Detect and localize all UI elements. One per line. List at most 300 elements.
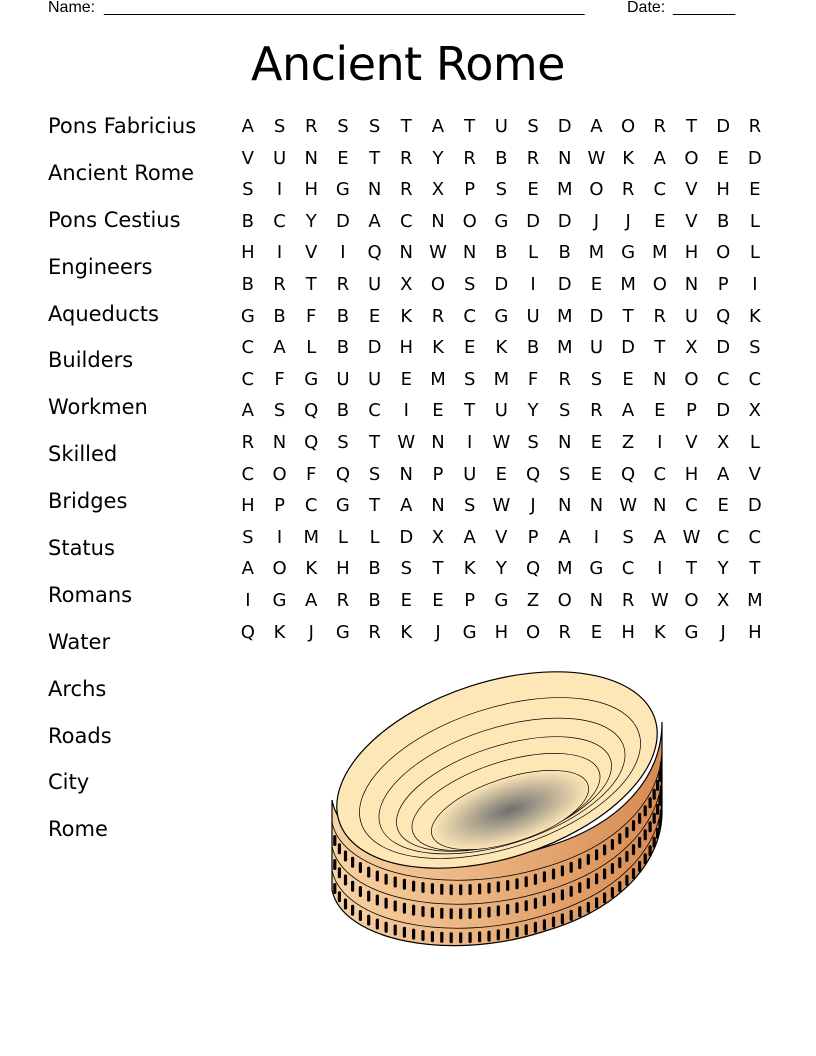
grid-letter[interactable]: R xyxy=(558,368,571,390)
grid-letter[interactable]: I xyxy=(657,431,663,453)
grid-letter[interactable]: O xyxy=(684,147,699,169)
grid-letter[interactable]: G xyxy=(589,558,604,580)
grid-letter[interactable]: V xyxy=(748,463,761,485)
grid-letter[interactable]: I xyxy=(276,242,283,264)
grid-letter[interactable]: U xyxy=(336,368,350,390)
grid-letter[interactable]: L xyxy=(369,526,380,548)
grid-letter[interactable]: C xyxy=(241,337,255,359)
grid-letter[interactable]: T xyxy=(369,147,381,169)
grid-letter[interactable]: T xyxy=(432,558,444,580)
grid-letter[interactable]: B xyxy=(336,400,350,422)
grid-letter[interactable]: B xyxy=(495,147,508,169)
grid-letter[interactable]: W xyxy=(587,147,606,169)
grid-letter[interactable]: N xyxy=(304,147,318,169)
grid-letter[interactable]: R xyxy=(526,147,540,169)
grid-letter[interactable]: S xyxy=(463,273,476,295)
grid-letter[interactable]: G xyxy=(494,210,509,232)
grid-letter[interactable]: D xyxy=(526,210,540,232)
grid-letter[interactable]: G xyxy=(621,242,636,264)
grid-letter[interactable]: N xyxy=(557,147,572,169)
grid-letter[interactable]: W xyxy=(429,242,447,264)
grid-letter[interactable]: I xyxy=(530,273,536,295)
grid-letter[interactable]: P xyxy=(717,273,729,295)
grid-letter[interactable]: X xyxy=(716,589,730,611)
grid-letter[interactable]: W xyxy=(492,431,511,453)
grid-letter[interactable]: G xyxy=(335,179,350,201)
grid-letter[interactable]: E xyxy=(590,273,603,295)
grid-letter[interactable]: C xyxy=(716,368,730,390)
grid-letter[interactable]: I xyxy=(403,400,409,422)
grid-letter[interactable]: M xyxy=(652,242,668,264)
grid-letter[interactable]: T xyxy=(685,116,697,137)
grid-letter[interactable]: A xyxy=(463,526,476,548)
grid-letter[interactable]: N xyxy=(431,495,445,517)
grid-letter[interactable]: W xyxy=(397,431,416,453)
word-list-item: City xyxy=(48,770,90,795)
grid-letter[interactable]: S xyxy=(273,400,286,422)
grid-letter[interactable]: V xyxy=(241,147,254,169)
grid-letter[interactable]: R xyxy=(621,589,635,611)
grid-letter[interactable]: C xyxy=(241,368,255,390)
grid-letter[interactable]: E xyxy=(463,337,476,359)
grid-letter[interactable]: U xyxy=(494,400,508,422)
grid-letter[interactable]: E xyxy=(368,305,381,327)
grid-letter[interactable]: A xyxy=(431,116,445,137)
grid-letter[interactable]: N xyxy=(367,179,382,201)
grid-letter[interactable]: A xyxy=(241,400,254,422)
grid-letter[interactable]: A xyxy=(653,147,666,169)
word-list-item: Pons Cestius xyxy=(48,207,181,232)
grid-letter[interactable]: U xyxy=(494,116,508,137)
grid-letter[interactable]: D xyxy=(557,210,572,232)
grid-letter[interactable]: A xyxy=(368,210,381,232)
grid-letter[interactable]: K xyxy=(400,621,413,643)
grid-letter[interactable]: D xyxy=(716,337,731,359)
grid-letter[interactable]: G xyxy=(335,621,350,643)
grid-letter[interactable]: R xyxy=(653,116,667,137)
grid-letter[interactable]: E xyxy=(654,400,666,422)
grid-letter[interactable]: H xyxy=(621,621,635,643)
grid-letter[interactable]: N xyxy=(653,495,667,517)
grid-letter[interactable]: I xyxy=(245,589,251,611)
grid-letter[interactable]: S xyxy=(400,558,412,580)
word-list-item: Pons Fabricius xyxy=(48,114,197,138)
grid-letter[interactable]: J xyxy=(720,621,726,643)
grid-letter[interactable]: T xyxy=(305,273,317,295)
grid-letter[interactable]: C xyxy=(716,526,730,548)
grid-letter[interactable]: L xyxy=(528,242,539,264)
grid-letter[interactable]: R xyxy=(241,431,255,453)
grid-letter[interactable]: B xyxy=(336,305,350,327)
grid-letter[interactable]: I xyxy=(657,558,663,580)
word-list-item: Roads xyxy=(48,723,112,748)
grid-letter[interactable]: S xyxy=(527,431,539,453)
grid-letter[interactable]: B xyxy=(495,242,508,264)
grid-letter[interactable]: U xyxy=(526,305,540,327)
grid-letter[interactable]: V xyxy=(495,526,508,548)
grid-letter[interactable]: Y xyxy=(527,400,539,422)
grid-letter[interactable]: P xyxy=(274,495,285,517)
grid-letter[interactable]: R xyxy=(336,273,350,295)
grid-letter[interactable]: T xyxy=(464,400,476,422)
grid-letter[interactable]: Y xyxy=(432,147,444,169)
grid-letter[interactable]: Q xyxy=(304,431,319,453)
grid-letter[interactable]: F xyxy=(306,305,317,327)
word-list-item: Engineers xyxy=(48,254,153,279)
colosseum-icon xyxy=(328,662,668,962)
grid-letter[interactable]: T xyxy=(369,495,381,517)
date-label: Date: xyxy=(627,0,666,16)
grid-letter[interactable]: S xyxy=(559,400,571,422)
grid-letter[interactable]: D xyxy=(494,273,509,295)
grid-letter[interactable]: O xyxy=(621,116,636,137)
grid-letter[interactable]: A xyxy=(653,526,666,548)
grid-letter[interactable]: C xyxy=(368,400,381,422)
grid-letter[interactable]: D xyxy=(747,495,762,517)
grid-letter[interactable]: K xyxy=(463,558,476,580)
grid-letter[interactable]: T xyxy=(400,116,412,137)
grid-letter[interactable]: D xyxy=(557,116,572,137)
grid-letter[interactable]: B xyxy=(368,589,381,611)
grid-letter[interactable]: E xyxy=(432,589,444,611)
grid-letter[interactable]: N xyxy=(399,463,414,485)
grid-letter[interactable]: R xyxy=(463,147,476,169)
grid-letter[interactable]: S xyxy=(622,526,634,548)
grid-letter[interactable]: X xyxy=(431,179,445,201)
grid-letter[interactable]: O xyxy=(462,210,477,232)
grid-letter[interactable]: U xyxy=(272,147,287,169)
grid-letter[interactable]: X xyxy=(748,400,762,422)
grid-letter[interactable]: R xyxy=(304,116,318,137)
grid-letter[interactable]: Q xyxy=(716,305,731,327)
grid-letter[interactable]: Q xyxy=(621,463,636,485)
grid-letter[interactable]: T xyxy=(464,116,476,137)
grid-letter[interactable]: I xyxy=(276,526,283,548)
grid-letter[interactable]: R xyxy=(368,621,381,643)
grid-letter[interactable]: Y xyxy=(495,558,507,580)
grid-letter[interactable]: P xyxy=(527,526,539,548)
grid-letter[interactable]: B xyxy=(241,210,255,232)
grid-letter[interactable]: I xyxy=(467,431,473,453)
grid-letter[interactable]: R xyxy=(431,305,445,327)
grid-letter[interactable]: E xyxy=(654,210,666,232)
grid-letter[interactable]: R xyxy=(273,273,286,295)
grid-letter[interactable]: D xyxy=(716,400,731,422)
grid-letter[interactable]: G xyxy=(335,495,350,517)
grid-letter[interactable]: S xyxy=(559,463,571,485)
grid-letter[interactable]: S xyxy=(463,495,476,517)
grid-letter[interactable]: C xyxy=(621,558,635,580)
grid-letter[interactable]: E xyxy=(717,147,729,169)
grid-letter[interactable]: S xyxy=(495,179,508,201)
grid-letter[interactable]: U xyxy=(589,337,603,359)
grid-letter[interactable]: C xyxy=(241,463,255,485)
grid-letter[interactable]: O xyxy=(525,621,541,643)
grid-letter[interactable]: K xyxy=(432,337,444,359)
grid-letter[interactable]: G xyxy=(494,589,509,611)
grid-letter[interactable]: S xyxy=(242,179,254,201)
grid-letter[interactable]: A xyxy=(241,116,254,137)
grid-letter[interactable]: O xyxy=(557,589,572,611)
grid-letter[interactable]: A xyxy=(558,526,571,548)
grid-letter[interactable]: O xyxy=(589,179,604,201)
grid-letter[interactable]: O xyxy=(272,463,287,485)
grid-letter[interactable]: X xyxy=(400,273,413,295)
grid-letter[interactable]: Y xyxy=(305,210,317,232)
grid-letter[interactable]: H xyxy=(304,179,318,201)
grid-letter[interactable]: E xyxy=(337,147,349,169)
grid-letter[interactable]: W xyxy=(619,495,637,517)
grid-letter[interactable]: F xyxy=(274,368,285,390)
grid-letter[interactable]: V xyxy=(685,431,698,453)
grid-letter[interactable]: H xyxy=(716,179,730,201)
grid-letter[interactable]: E xyxy=(527,179,539,201)
grid-letter[interactable]: P xyxy=(464,589,476,611)
grid-letter[interactable]: B xyxy=(526,337,540,359)
grid-letter[interactable]: E xyxy=(590,463,603,485)
grid-letter[interactable]: E xyxy=(432,400,444,422)
grid-letter[interactable]: C xyxy=(463,305,476,327)
grid-letter[interactable]: M xyxy=(747,589,763,611)
grid-letter[interactable]: E xyxy=(590,431,603,453)
grid-letter[interactable]: S xyxy=(749,337,761,359)
grid-letter[interactable]: L xyxy=(337,526,348,548)
grid-letter[interactable]: S xyxy=(242,526,254,548)
grid-letter[interactable]: D xyxy=(335,210,350,232)
grid-letter[interactable]: A xyxy=(590,116,603,137)
grid-letter[interactable]: R xyxy=(621,179,635,201)
grid-letter[interactable]: B xyxy=(368,558,381,580)
grid-letter[interactable]: M xyxy=(556,337,573,359)
grid-letter[interactable]: A xyxy=(400,495,413,517)
grid-letter[interactable]: H xyxy=(748,621,762,643)
grid-letter[interactable]: V xyxy=(685,179,698,201)
grid-letter[interactable]: H xyxy=(241,242,255,264)
grid-letter[interactable]: E xyxy=(590,621,603,643)
grid-letter[interactable]: P xyxy=(464,179,476,201)
grid-letter[interactable]: H xyxy=(494,621,509,643)
grid-letter[interactable]: D xyxy=(621,337,636,359)
grid-letter[interactable]: T xyxy=(369,431,381,453)
grid-letter[interactable]: F xyxy=(306,463,317,485)
grid-letter[interactable]: A xyxy=(621,400,635,422)
grid-letter[interactable]: K xyxy=(305,558,318,580)
grid-letter[interactable]: W xyxy=(492,495,511,517)
grid-letter[interactable]: M xyxy=(493,368,510,390)
grid-letter[interactable]: Q xyxy=(335,463,350,485)
grid-letter[interactable]: A xyxy=(716,463,730,485)
grid-letter[interactable]: R xyxy=(400,147,413,169)
grid-letter[interactable]: R xyxy=(748,116,762,137)
grid-letter[interactable]: T xyxy=(685,558,697,580)
grid-letter[interactable]: F xyxy=(527,368,539,390)
grid-letter[interactable]: E xyxy=(495,463,508,485)
grid-letter[interactable]: G xyxy=(462,621,477,643)
grid-letter[interactable]: C xyxy=(273,210,286,232)
grid-letter[interactable]: N xyxy=(462,242,477,264)
grid-letter[interactable]: C xyxy=(304,495,318,517)
grid-letter[interactable]: H xyxy=(684,463,699,485)
grid-letter[interactable]: R xyxy=(558,621,571,643)
grid-letter[interactable]: K xyxy=(273,621,286,643)
grid-letter[interactable]: Y xyxy=(717,558,729,580)
grid-letter[interactable]: J xyxy=(593,210,600,232)
grid-letter[interactable]: H xyxy=(241,495,255,517)
grid-letter[interactable]: G xyxy=(272,589,287,611)
grid-letter[interactable]: Z xyxy=(526,589,540,611)
grid-letter[interactable]: T xyxy=(749,558,761,580)
grid-letter[interactable]: M xyxy=(556,179,573,201)
grid-letter[interactable]: O xyxy=(716,242,731,264)
grid-letter[interactable]: B xyxy=(336,337,350,359)
grid-letter[interactable]: E xyxy=(622,368,634,390)
grid-letter[interactable]: X xyxy=(431,526,445,548)
grid-letter[interactable]: D xyxy=(399,526,414,548)
grid-letter[interactable]: R xyxy=(400,179,413,201)
grid-letter[interactable]: B xyxy=(273,305,286,327)
grid-letter[interactable]: J xyxy=(435,621,441,643)
grid-letter[interactable]: S xyxy=(337,431,349,453)
grid-letter[interactable]: S xyxy=(590,368,603,390)
grid-letter[interactable]: Q xyxy=(367,242,382,264)
grid-letter[interactable]: J xyxy=(530,495,536,517)
grid-letter[interactable]: L xyxy=(306,337,317,359)
grid-letter[interactable]: S xyxy=(273,116,286,137)
grid-letter[interactable]: C xyxy=(653,463,667,485)
grid-letter[interactable]: N xyxy=(272,431,287,453)
grid-letter[interactable]: I xyxy=(276,179,283,201)
grid-letter[interactable]: E xyxy=(400,589,412,611)
grid-letter[interactable]: C xyxy=(685,495,698,517)
grid-letter[interactable]: Q xyxy=(525,463,541,485)
grid-letter[interactable]: C xyxy=(653,179,667,201)
grid-letter[interactable]: S xyxy=(527,116,539,137)
grid-letter[interactable]: M xyxy=(430,368,446,390)
grid-letter[interactable]: V xyxy=(305,242,318,264)
grid-letter[interactable]: H xyxy=(399,337,414,359)
grid-letter[interactable]: N xyxy=(653,368,667,390)
grid-letter[interactable]: U xyxy=(684,305,699,327)
word-list-item: Skilled xyxy=(48,442,118,467)
grid-letter[interactable]: G xyxy=(240,305,255,327)
grid-letter[interactable]: K xyxy=(400,305,413,327)
grid-letter[interactable]: X xyxy=(716,431,730,453)
grid-letter[interactable]: E xyxy=(717,495,729,517)
grid-letter[interactable]: U xyxy=(368,273,382,295)
grid-letter[interactable]: D xyxy=(589,305,604,327)
grid-letter[interactable]: N xyxy=(589,495,604,517)
grid-letter[interactable]: K xyxy=(622,147,634,169)
grid-letter[interactable]: J xyxy=(308,621,314,643)
grid-letter[interactable]: S xyxy=(463,368,476,390)
grid-letter[interactable]: L xyxy=(749,431,760,453)
grid-letter[interactable]: A xyxy=(241,558,254,580)
grid-letter[interactable]: M xyxy=(588,242,605,264)
grid-letter[interactable]: A xyxy=(305,589,318,611)
grid-letter[interactable]: M xyxy=(303,526,319,548)
grid-letter[interactable]: B xyxy=(241,273,255,295)
grid-letter[interactable]: O xyxy=(684,368,699,390)
grid-letter[interactable]: D xyxy=(367,337,382,359)
grid-letter[interactable]: J xyxy=(625,210,631,232)
grid-letter[interactable]: Q xyxy=(240,621,255,643)
grid-letter[interactable]: M xyxy=(556,305,573,327)
grid-letter[interactable]: Q xyxy=(304,400,319,422)
grid-letter[interactable]: W xyxy=(682,526,701,548)
grid-letter[interactable]: E xyxy=(400,368,412,390)
grid-letter[interactable]: B xyxy=(716,210,730,232)
grid-letter[interactable]: M xyxy=(556,558,573,580)
grid-letter[interactable]: G xyxy=(304,368,319,390)
grid-letter[interactable]: K xyxy=(495,337,508,359)
grid-letter[interactable]: P xyxy=(432,463,444,485)
grid-letter[interactable]: N xyxy=(431,431,445,453)
grid-letter[interactable]: M xyxy=(620,273,636,295)
grid-letter[interactable]: G xyxy=(494,305,509,327)
grid-letter[interactable]: L xyxy=(749,210,760,232)
grid-letter[interactable]: H xyxy=(336,558,350,580)
grid-letter[interactable]: A xyxy=(273,337,286,359)
grid-letter[interactable]: O xyxy=(652,273,667,295)
grid-letter[interactable]: N xyxy=(431,210,445,232)
grid-letter[interactable]: P xyxy=(686,400,697,422)
grid-letter[interactable]: R xyxy=(336,589,350,611)
name-field[interactable]: ______________________________________________________ xyxy=(104,0,585,16)
grid-letter[interactable]: K xyxy=(653,621,666,643)
grid-letter[interactable]: N xyxy=(557,431,572,453)
grid-letter[interactable]: R xyxy=(590,400,603,422)
grid-letter[interactable]: U xyxy=(463,463,477,485)
grid-letter[interactable]: D xyxy=(557,273,572,295)
word-list-item: Ancient Rome xyxy=(48,160,195,185)
grid-letter[interactable]: I xyxy=(752,273,758,295)
grid-letter[interactable]: N xyxy=(557,495,572,517)
grid-letter[interactable]: O xyxy=(684,589,699,611)
grid-letter[interactable]: B xyxy=(558,242,571,264)
grid-letter[interactable]: L xyxy=(749,242,760,264)
grid-letter[interactable]: N xyxy=(684,273,699,295)
grid-letter[interactable]: T xyxy=(622,305,634,327)
grid-letter[interactable]: C xyxy=(748,368,762,390)
grid-letter[interactable]: N xyxy=(589,589,604,611)
date-field[interactable]: _______ xyxy=(673,0,736,16)
grid-letter[interactable]: O xyxy=(430,273,446,295)
grid-letter[interactable]: H xyxy=(684,242,699,264)
grid-letter[interactable]: E xyxy=(749,179,761,201)
grid-letter[interactable]: R xyxy=(653,305,667,327)
grid-letter[interactable]: Q xyxy=(525,558,541,580)
grid-letter[interactable]: S xyxy=(337,116,349,137)
grid-letter[interactable]: W xyxy=(650,589,669,611)
grid-letter[interactable]: Z xyxy=(621,431,635,453)
grid-letter[interactable]: I xyxy=(593,526,600,548)
grid-letter[interactable]: S xyxy=(368,463,381,485)
grid-letter[interactable]: D xyxy=(747,147,762,169)
grid-letter[interactable]: C xyxy=(399,210,413,232)
grid-letter[interactable]: C xyxy=(748,526,762,548)
grid-letter[interactable]: O xyxy=(272,558,287,580)
grid-letter[interactable]: K xyxy=(748,305,761,327)
grid-letter[interactable]: G xyxy=(684,621,699,643)
grid-letter[interactable]: I xyxy=(340,242,346,264)
grid-letter[interactable]: N xyxy=(399,242,414,264)
grid-letter[interactable]: V xyxy=(685,210,698,232)
grid-letter[interactable]: S xyxy=(368,116,381,137)
grid-letter[interactable]: U xyxy=(368,368,382,390)
grid-letter[interactable]: X xyxy=(685,337,698,359)
grid-letter[interactable]: T xyxy=(654,337,666,359)
grid-letter[interactable]: D xyxy=(716,116,731,137)
